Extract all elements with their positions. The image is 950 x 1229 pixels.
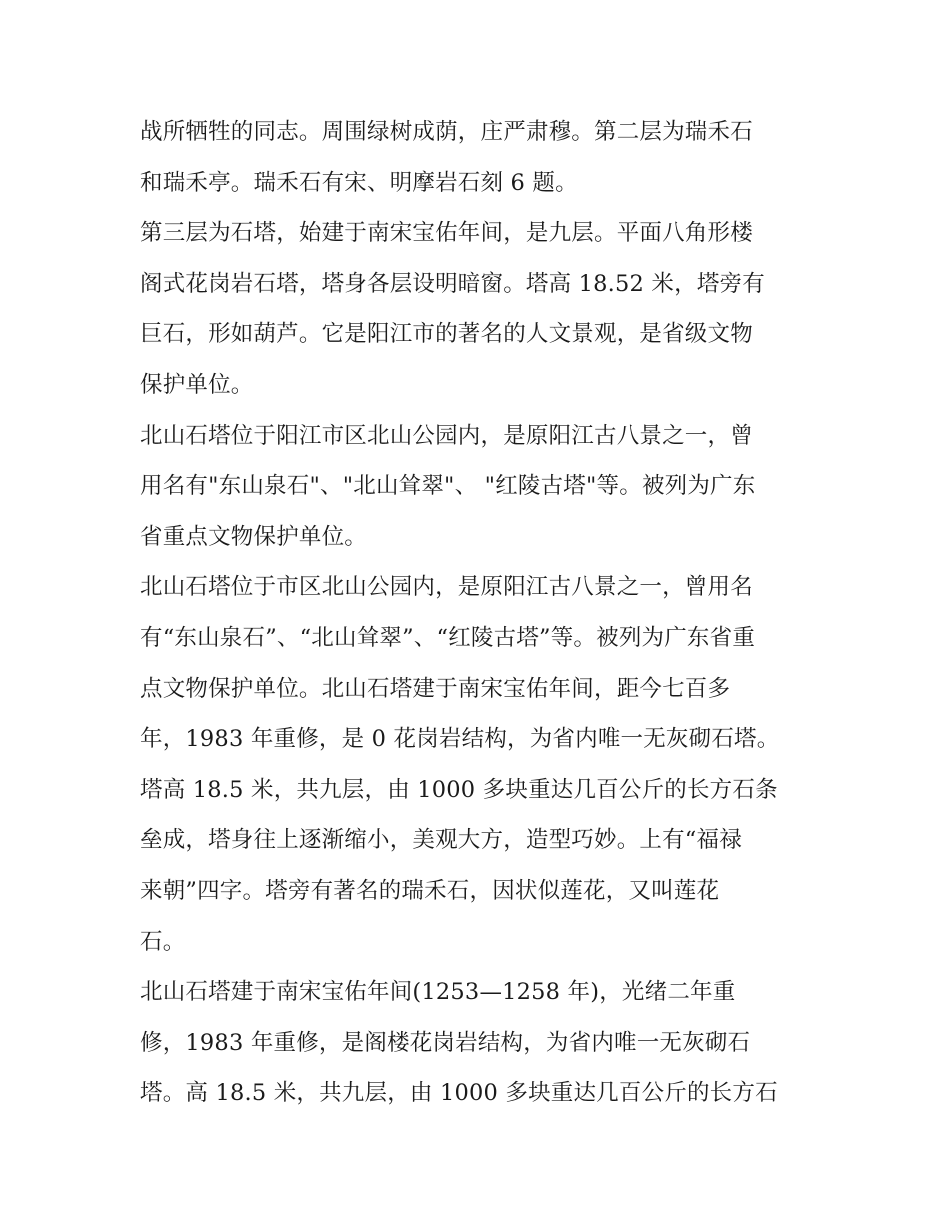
text-line: 有“东山泉石”、“北山耸翠”、“红陵古塔”等。被列为广东省重 [140, 624, 756, 651]
text-line: 修，1983 年重修，是阁楼花岗岩结构，为省内唯一无灰砌石 [140, 1029, 751, 1056]
text-line: 北山石塔建于南宋宝佑年间(1253—1258 年)，光绪二年重 [140, 979, 736, 1006]
text-line: 北山石塔位于市区北山公园内，是原阳江古八景之一，曾用名 [140, 574, 753, 601]
text-line: 北山石塔位于阳江市区北山公园内，是原阳江古八景之一，曾 [140, 422, 753, 449]
text-line: 和瑞禾亭。瑞禾石有宋、明摩岩石刻 6 题。 [140, 169, 578, 196]
text-line: 巨石，形如葫芦。它是阳江市的著名的人文景观，是省级文物 [140, 321, 753, 348]
text-line: 用名有"东山泉石"、"北山耸翠"、 "红陵古塔"等。被列为广东 [140, 473, 756, 500]
text-line: 年，1983 年重修，是 0 花岗岩结构，为省内唯一无灰砌石塔。 [140, 726, 780, 753]
text-line: 石。 [140, 928, 186, 955]
text-line: 塔。高 18.5 米，共九层，由 1000 多块重达几百公斤的长方石 [140, 1080, 778, 1107]
text-line: 战所牺牲的同志。周围绿树成荫，庄严肃穆。第二层为瑞禾石 [140, 119, 753, 145]
text-line: 省重点文物保护单位。 [140, 523, 368, 550]
body-text [140, 107, 840, 1119]
text-line: 第三层为石塔，始建于南宋宝佑年间，是九层。平面八角形楼 [140, 220, 753, 247]
text-line: 塔高 18.5 米，共九层，由 1000 多块重达几百公斤的长方石条 [140, 776, 778, 803]
text-line: 点文物保护单位。北山石塔建于南宋宝佑年间，距今七百多 [140, 675, 731, 702]
text-line: 阁式花岗岩石塔，塔身各层设明暗窗。塔高 18.52 米，塔旁有 [140, 270, 765, 297]
text-line: 保护单位。 [140, 371, 254, 398]
text-line: 来朝”四字。塔旁有著名的瑞禾石，因状似莲花，又叫莲花 [140, 877, 720, 904]
text-line: 垒成，塔身往上逐渐缩小，美观大方，造型巧妙。上有“福禄 [140, 827, 742, 854]
